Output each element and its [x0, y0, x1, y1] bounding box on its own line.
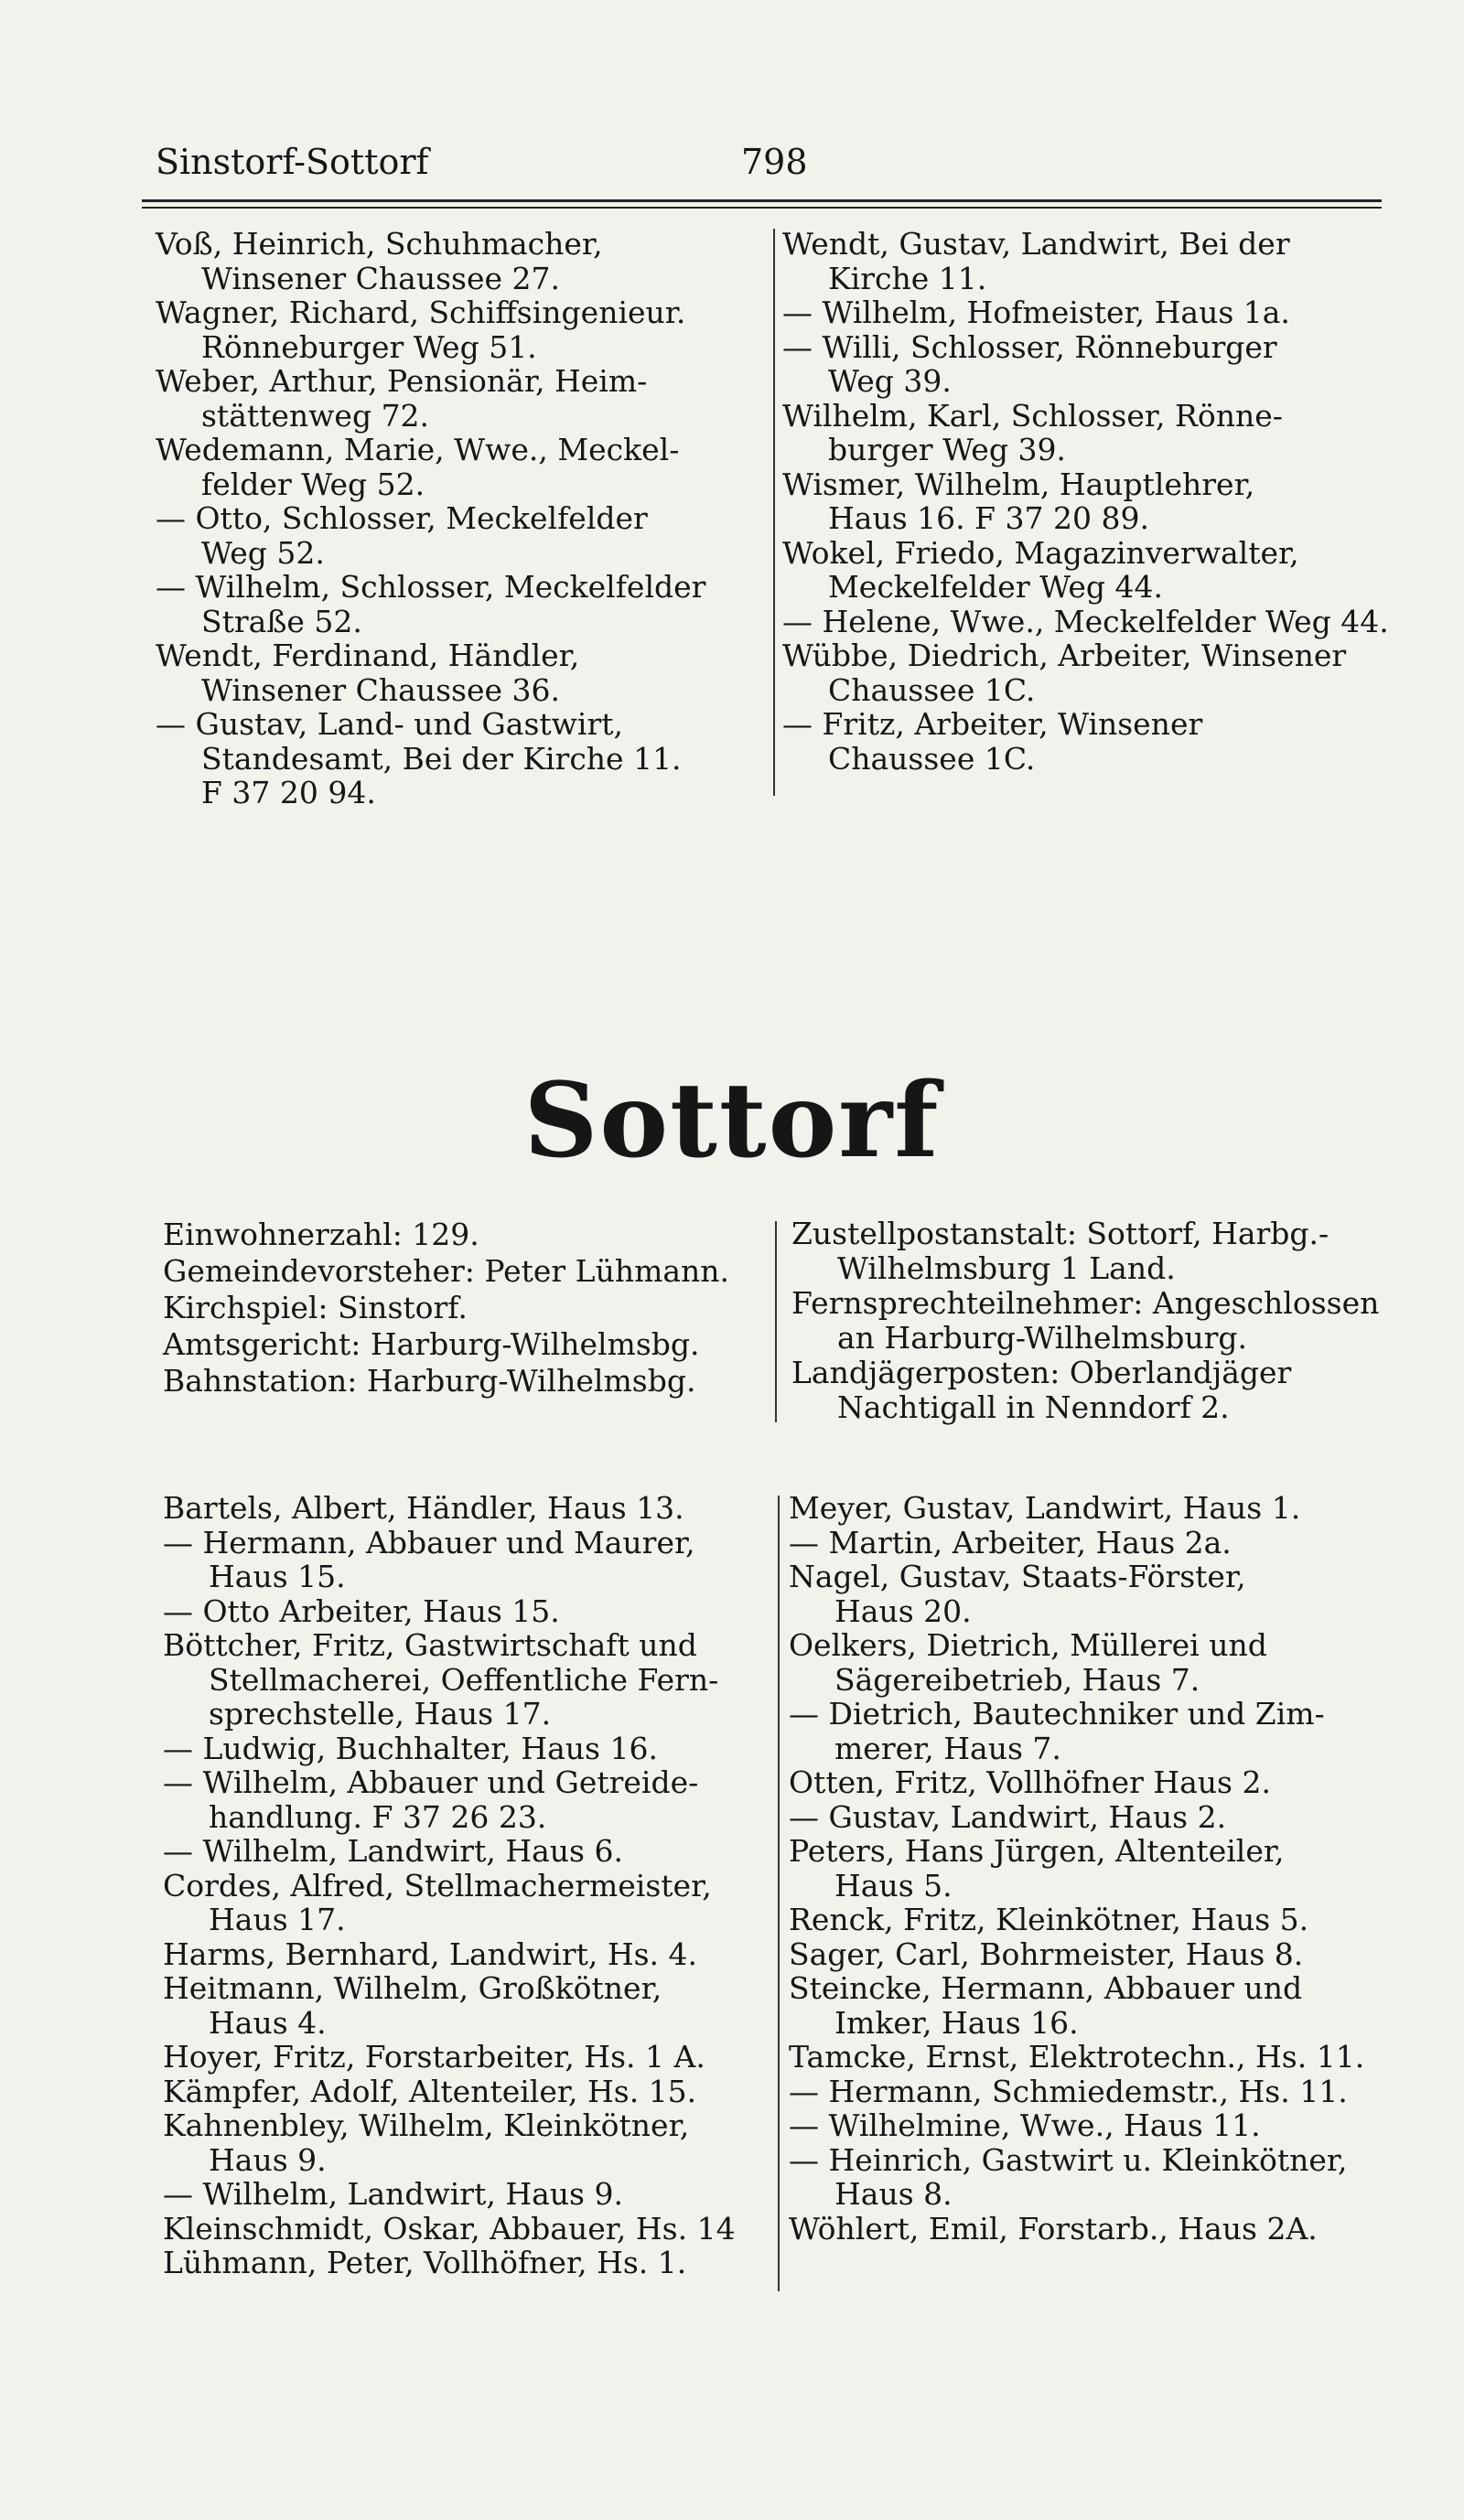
- resident-line: — Gustav, Landwirt, Haus 2.: [789, 1798, 1227, 1835]
- residents-right-column: [789, 1491, 1393, 2246]
- resident-line: — Ludwig, Buchhalter, Haus 16.: [163, 1730, 658, 1766]
- entry-line: Standesamt, Bei der Kirche 11.: [201, 740, 682, 777]
- entry-line: Winsener Chaussee 36.: [201, 671, 560, 708]
- resident-line: Meyer, Gustav, Landwirt, Haus 1.: [789, 1490, 1301, 1526]
- resident-line: — Heinrich, Gastwirt u. Kleinkötner,: [789, 2141, 1348, 2178]
- entry-line: Straße 52.: [201, 603, 362, 639]
- resident-line: Renck, Fritz, Kleinkötner, Haus 5.: [789, 1902, 1309, 1937]
- entry-line: Haus 16. F 37 20 89.: [828, 500, 1149, 536]
- entry-line: Chaussee 1C.: [828, 671, 1036, 708]
- entry-line: Wokel, Friedo, Magazinverwalter,: [782, 534, 1299, 571]
- info-line: Zustellpostanstalt: Sottorf, Harbg.-: [791, 1216, 1329, 1251]
- resident-line: Kleinschmidt, Oskar, Abbauer, Hs. 14: [163, 2210, 736, 2247]
- resident-line: Sager, Carl, Bohrmeister, Haus 8.: [789, 1936, 1304, 1972]
- top-left-column: [156, 227, 764, 810]
- resident-line: Cordes, Alfred, Stellmachermeister,: [163, 1867, 712, 1903]
- resident-line: Wöhlert, Emil, Forstarb., Haus 2A.: [789, 2210, 1318, 2247]
- entry-line: Wilhelm, Karl, Schlosser, Rönne-: [782, 397, 1283, 434]
- info-line: Wilhelmsburg 1 Land.: [837, 1250, 1176, 1286]
- resident-line: — Martin, Arbeiter, Haus 2a.: [789, 1524, 1232, 1560]
- info-right-column: [791, 1217, 1386, 1425]
- resident-line: Bartels, Albert, Händler, Haus 13.: [163, 1490, 684, 1526]
- resident-line: Kahnenbley, Wilhelm, Kleinkötner,: [163, 2107, 690, 2143]
- info-line: Landjägerposten: Oberlandjäger: [791, 1355, 1292, 1390]
- resident-line: Sägereibetrieb, Haus 7.: [834, 1661, 1200, 1698]
- resident-line: Heitmann, Wilhelm, Großkötner,: [163, 1970, 662, 2006]
- residents-left-column: [163, 1491, 767, 2280]
- entry-line: Wendt, Ferdinand, Händler,: [156, 638, 580, 673]
- resident-line: Oelkers, Dietrich, Müllerei und: [789, 1627, 1267, 1663]
- resident-line: sprechstelle, Haus 17.: [209, 1696, 552, 1732]
- resident-line: Tamcke, Ernst, Elektrotechn., Hs. 11.: [789, 2039, 1365, 2075]
- resident-line: Haus 17.: [209, 1902, 346, 1937]
- header-rule-double: [142, 207, 1382, 209]
- resident-line: — Hermann, Abbauer und Maurer,: [163, 1524, 695, 1560]
- entry-line: Wedemann, Marie, Wwe., Meckel-: [156, 432, 680, 467]
- resident-line: — Wilhelm, Landwirt, Haus 9.: [163, 2176, 623, 2212]
- entry-line: Rönneburger Weg 51.: [201, 328, 537, 365]
- resident-line: Haus 9.: [209, 2141, 327, 2178]
- running-title: Sinstorf-Sottorf: [156, 142, 429, 182]
- entry-line: Chaussee 1C.: [828, 740, 1036, 777]
- resident-line: Haus 20.: [834, 1592, 972, 1629]
- resident-line: Otten, Fritz, Vollhöfner Haus 2.: [789, 1764, 1271, 1800]
- entry-line: Weg 52.: [201, 534, 325, 571]
- entry-line: — Otto, Schlosser, Meckelfelder: [156, 500, 648, 536]
- entry-line: felder Weg 52.: [201, 466, 425, 502]
- header-rule: [142, 199, 1382, 202]
- info-line: Gemeindevorsteher: Peter Lühmann.: [163, 1253, 730, 1289]
- resident-line: — Otto Arbeiter, Haus 15.: [163, 1592, 560, 1629]
- resident-line: Böttcher, Fritz, Gastwirtschaft und: [163, 1627, 697, 1663]
- section-title: Sottorf: [523, 1061, 941, 1181]
- entry-line: Voß, Heinrich, Schuhmacher,: [156, 226, 603, 262]
- info-line: Amtsgericht: Harburg-Wilhelmsbg.: [163, 1326, 700, 1362]
- resident-line: — Dietrich, Bautechniker und Zim-: [789, 1696, 1325, 1732]
- resident-line: — Wilhelm, Abbauer und Getreide-: [163, 1764, 699, 1800]
- resident-line: merer, Haus 7.: [834, 1730, 1061, 1766]
- resident-line: — Wilhelmine, Wwe., Haus 11.: [789, 2107, 1261, 2143]
- entry-line: Meckelfelder Weg 44.: [828, 569, 1163, 605]
- entry-line: Weg 39.: [828, 363, 952, 399]
- resident-line: Haus 8.: [834, 2176, 953, 2212]
- resident-line: — Wilhelm, Landwirt, Haus 6.: [163, 1833, 623, 1869]
- resident-line: Hoyer, Fritz, Forstarbeiter, Hs. 1 A.: [163, 2039, 705, 2075]
- resident-line: handlung. F 37 26 23.: [209, 1798, 547, 1835]
- entry-line: — Helene, Wwe., Meckelfelder Weg 44.: [782, 603, 1389, 639]
- entry-line: burger Weg 39.: [828, 432, 1066, 467]
- entry-line: — Wilhelm, Hofmeister, Haus 1a.: [782, 295, 1290, 330]
- resident-line: Steincke, Hermann, Abbauer und: [789, 1970, 1303, 2006]
- info-left-column: [163, 1217, 767, 1399]
- resident-line: Harms, Bernhard, Landwirt, Hs. 4.: [163, 1936, 698, 1972]
- column-divider: [778, 1496, 780, 2291]
- resident-line: — Hermann, Schmiedemstr., Hs. 11.: [789, 2073, 1348, 2109]
- info-line: Einwohnerzahl: 129.: [163, 1217, 479, 1252]
- entry-line: Wismer, Wilhelm, Hauptlehrer,: [782, 466, 1255, 502]
- resident-line: Imker, Haus 16.: [834, 2004, 1079, 2041]
- entry-line: F 37 20 94.: [201, 775, 376, 810]
- info-line: an Harburg-Wilhelmsburg.: [837, 1320, 1248, 1356]
- entry-line: — Willi, Schlosser, Rönneburger: [782, 328, 1277, 365]
- column-divider: [773, 229, 775, 796]
- entry-line: Weber, Arthur, Pensionär, Heim-: [156, 363, 648, 399]
- entry-line: Winsener Chaussee 27.: [201, 260, 560, 296]
- info-line: Bahnstation: Harburg-Wilhelmsbg.: [163, 1363, 696, 1399]
- resident-line: Kämpfer, Adolf, Altenteiler, Hs. 15.: [163, 2073, 697, 2109]
- entry-line: — Fritz, Arbeiter, Winsener: [782, 706, 1203, 742]
- column-divider: [775, 1221, 777, 1422]
- entry-line: — Gustav, Land- und Gastwirt,: [156, 706, 623, 742]
- entry-line: Wagner, Richard, Schiffsingenieur.: [156, 295, 686, 330]
- entry-line: Wübbe, Diedrich, Arbeiter, Winsener: [782, 638, 1347, 673]
- page-number: 798: [741, 142, 808, 182]
- info-line: Kirchspiel: Sinstorf.: [163, 1290, 468, 1325]
- resident-line: Nagel, Gustav, Staats-Förster,: [789, 1559, 1246, 1594]
- entry-line: — Wilhelm, Schlosser, Meckelfelder: [156, 569, 706, 605]
- resident-line: Lühmann, Peter, Vollhöfner, Hs. 1.: [163, 2245, 687, 2280]
- resident-line: Stellmacherei, Oeffentliche Fern-: [209, 1661, 719, 1698]
- resident-line: Haus 5.: [834, 1867, 953, 1903]
- entry-line: Wendt, Gustav, Landwirt, Bei der: [782, 226, 1290, 262]
- info-line: Nachtigall in Nenndorf 2.: [837, 1389, 1230, 1425]
- entry-line: stättenweg 72.: [201, 397, 430, 434]
- resident-line: Peters, Hans Jürgen, Altenteiler,: [789, 1833, 1285, 1869]
- info-line: Fernsprechteilnehmer: Angeschlossen: [791, 1285, 1380, 1321]
- top-right-column: [782, 227, 1395, 776]
- resident-line: Haus 15.: [209, 1559, 346, 1594]
- page-header: [156, 142, 1382, 188]
- entry-line: Kirche 11.: [828, 260, 987, 296]
- resident-line: Haus 4.: [209, 2004, 327, 2041]
